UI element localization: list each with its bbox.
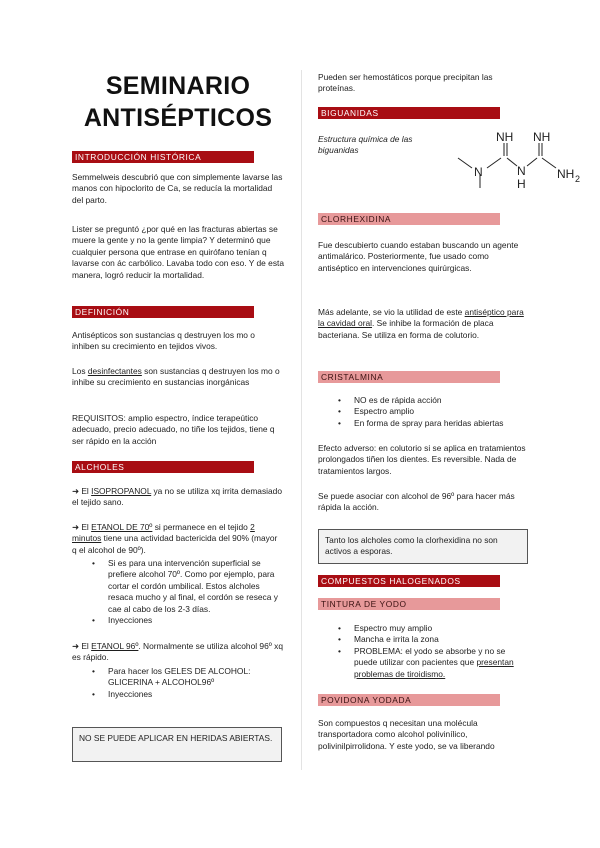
asociar-alcohol-paragraph: Se puede asociar con alcohol de 96º para hacer más rápida la acción.	[318, 491, 515, 513]
etanol70-paragraph	[72, 522, 284, 556]
text-run: ya no se utiliza xq irrita demasiado el tejido sano.	[72, 486, 282, 508]
bond-c2-nh2	[542, 158, 556, 168]
list-item: • En forma de spray para heridas abiertas	[318, 418, 530, 429]
text-run: PROBLEMA: el yodo se absorbe y no se puede utilizar con pacientes que	[354, 645, 506, 668]
atom-label-nh2-subscript: 2	[575, 174, 581, 184]
section-header-clorhexidina: CLORHEXIDINA	[318, 213, 500, 225]
bond-n-c1	[487, 158, 501, 168]
list-item: • Para hacer los GELES DE ALCOHOL: GLICERINA + ALCOHOL96º	[72, 666, 284, 689]
text-run: si permanece en el tejido	[152, 522, 251, 532]
atom-label-nh-left: NH	[496, 130, 514, 144]
intro-paragraph-2: Lister se preguntó ¿por qué en las fracturas abiertas se muere la gente y no la gente limpia? Y determinó que cualquier persona que entrase en quirófano tenían q lavarse con ác carbólico. Lavaba todo con eso. Y de esta manera, logró reducir la mortalidad.	[72, 224, 284, 280]
isopropanol-term: ISOPROPANOL	[91, 486, 152, 496]
section-header-halogenados: COMPUESTOS HALOGENADOS	[318, 575, 500, 587]
list-item: • Espectro amplio	[318, 406, 530, 417]
etanol70-term: ETANOL DE 70º	[91, 522, 153, 532]
etanol96-list	[72, 666, 284, 700]
tintura-yodo-list	[318, 623, 530, 680]
text-run: Más adelante, se vio la utilidad de este	[318, 307, 465, 317]
title-line-2: ANTISÉPTICOS	[83, 104, 273, 132]
atom-label-h-mid: H	[517, 177, 526, 191]
etanol96-paragraph	[72, 641, 284, 664]
requisitos-paragraph: REQUISITOS: amplio espectro, índice terapeútico adecuado, precio adecuado, no tiñe los tejidos, tiene q ser rápido en la acción	[72, 413, 275, 446]
biguanide-structure-diagram	[454, 128, 588, 200]
clorhexidina-paragraph-1: Fue descubierto cuando estaban buscando un agente antimalárico. Posteriormente, fue usado como antiséptico en intervenciones quirúrgicas.	[318, 240, 519, 273]
list-item: • Inyecciones	[72, 615, 284, 626]
section-header-cristalmina: CRISTALMINA	[318, 371, 500, 383]
list-item-problema	[318, 646, 530, 680]
text-run: ➜ El	[72, 486, 92, 496]
isopropanol-paragraph	[72, 486, 284, 509]
text-run: . Normalmente se utiliza alcohol 96º xq es rápido.	[72, 641, 283, 663]
text-run: ➜ El	[72, 641, 92, 651]
desinfectantes-term: desinfectantes	[87, 366, 142, 376]
column-divider	[301, 70, 302, 770]
text-run: son sustancias q destruyen los mo o inhibe su crecimiento en sustancias inorgánicas	[72, 366, 280, 388]
atom-label-nh2: NH	[557, 167, 575, 181]
bond-c1-n	[507, 158, 517, 166]
section-header-povidona: POVIDONA YODADA	[318, 694, 500, 706]
list-item: • NO es de rápida acción	[318, 395, 530, 406]
list-item: • Espectro muy amplio	[318, 623, 530, 634]
text-run: . Se inhibe la formación de placa bacteriana. Se utiliza en forma de colutorio.	[318, 318, 494, 340]
section-header-intro: INTRODUCCIÓN HISTÓRICA	[72, 151, 254, 163]
efecto-adverso-paragraph: Efecto adverso: en colutorio si se aplica en tratamientos prolongados tiñen los dientes. Es reversible. Nada de tratamientos largos.	[318, 443, 526, 476]
tiroidismo-term: presentan problemas de tiroidismo.	[354, 657, 514, 679]
section-header-definicion: DEFINICIÓN	[72, 306, 254, 318]
bond-methyl-top	[458, 158, 472, 168]
bond-n-c2	[527, 158, 537, 166]
text-run: ➜ El	[72, 522, 92, 532]
definicion-paragraph-2	[72, 366, 284, 389]
section-header-tintura-yodo: TINTURA DE YODO	[318, 598, 500, 610]
list-item: • Inyecciones	[72, 689, 284, 700]
intro-paragraph-1: Semmelweis descubrió que con simplemente lavarse las manos con hipoclorito de Ca, se reducía la mortalidad del parto.	[72, 172, 283, 205]
atom-label-n-left: N	[474, 165, 483, 179]
cavidad-oral-term: antiséptico para la cavidad oral	[318, 307, 524, 329]
biguanidas-caption: Estructura química de las biguanidas	[318, 134, 413, 156]
note-box-esporas: Tanto los alcholes como la clorhexidina no son activos a esporas.	[318, 529, 528, 564]
cristalmina-list	[318, 395, 530, 429]
definicion-paragraph-1: Antisépticos son sustancias q destruyen los mo o inhiben su crecimiento en tejidos vivos.	[72, 330, 255, 352]
list-item: • Si es para una intervención superficial se prefiere alcohol 70º. Como por ejemplo, para cortar el cordón umbilical. Estos alcholes resaca mucho y al final, el cordón se reseca y cae al cabo de los 2-3 días.	[72, 558, 284, 615]
text-run: tiene una actividad bactericida del 90% (mayor q el alcohol de 90º).	[72, 533, 278, 555]
hemostaticos-paragraph: Pueden ser hemostáticos porque precipitan las proteínas.	[318, 72, 493, 94]
etanol96-term: ETANOL 96º	[91, 641, 139, 651]
section-header-biguanidas: BIGUANIDAS	[318, 107, 500, 119]
etanol70-list	[72, 558, 284, 626]
povidona-paragraph: Son compuestos q necesitan una molécula transportadora como alcohol polivinílico, polivinilpirrolidona. Y este yodo, se va liberando	[318, 718, 495, 751]
text-run: Los	[72, 366, 88, 376]
section-header-alcoholes: ALCHOLES	[72, 461, 254, 473]
title-line-1: SEMINARIO	[105, 72, 251, 100]
atom-label-n-mid: N	[517, 164, 526, 178]
dos-minutos-term: 2 minutos	[72, 522, 255, 544]
note-box-heridas: NO SE PUEDE APLICAR EN HERIDAS ABIERTAS.	[72, 727, 282, 762]
page-title	[72, 70, 284, 134]
list-item: • Mancha e irrita la zona	[318, 634, 530, 645]
atom-label-nh-right: NH	[533, 130, 551, 144]
clorhexidina-paragraph-2	[318, 307, 530, 341]
